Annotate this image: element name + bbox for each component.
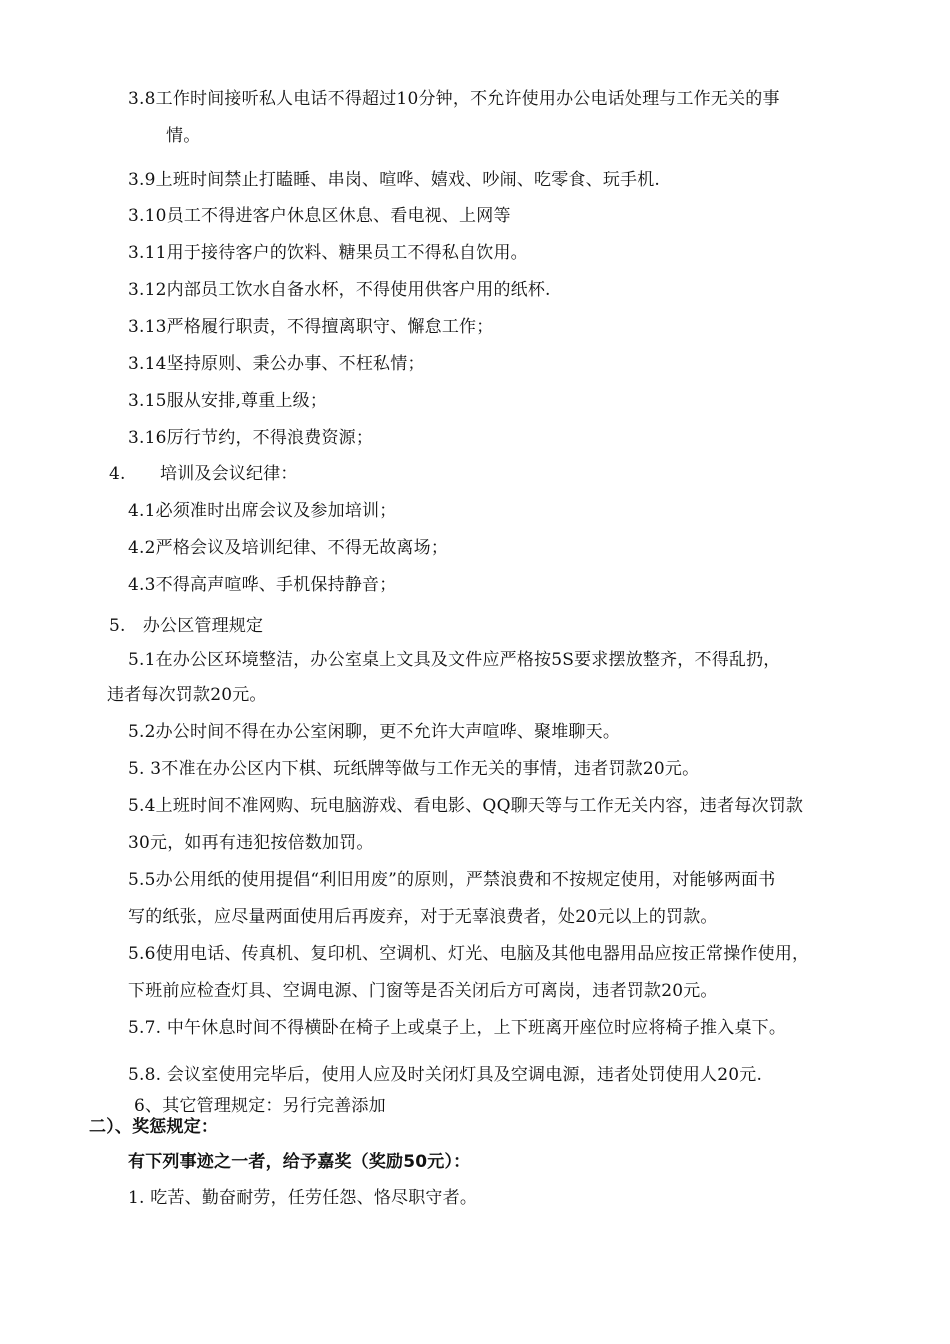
- rule-5-7: 5.7. 中午休息时间不得横卧在椅子上或桌子上，上下班离开座位时应将椅子推入桌下。: [128, 1018, 787, 1038]
- rule-4-1: 4.1必须准时出席会议及参加培训；: [128, 501, 397, 521]
- rule-4-2: 4.2严格会议及培训纪律、不得无故离场；: [128, 538, 449, 558]
- rule-3-8-line-1: 3.8工作时间接听私人电话不得超过10分钟，不允许使用办公电话处理与工作无关的事: [128, 89, 780, 109]
- rule-3-12: 3.12内部员工饮水自备水杯，不得使用供客户用的纸杯.: [128, 280, 551, 300]
- rule-3-10: 3.10员工不得进客户休息区休息、看电视、上网等: [128, 206, 511, 226]
- rewards-heading: 二）、奖惩规定：: [89, 1117, 219, 1137]
- rule-3-9: 3.9上班时间禁止打瞌睡、串岗、喧哗、嬉戏、吵闹、吃零食、玩手机.: [128, 170, 661, 190]
- rule-5-8: 5.8. 会议室使用完毕后，使用人应及时关闭灯具及空调电源，违者处罚使用人20元.: [128, 1065, 763, 1085]
- rule-3-8-line-2: 情。: [166, 126, 201, 146]
- rule-5-1-line-2: 违者每次罚款20元。: [107, 685, 267, 705]
- section-6-heading: 6、其它管理规定：另行完善添加: [134, 1096, 386, 1116]
- rule-5-6-line-1: 5.6使用电话、传真机、复印机、空调机、灯光、电脑及其他电器用品应按正常操作使用，: [128, 944, 810, 964]
- rule-3-13: 3.13严格履行职责，不得擅离职守、懈怠工作；: [128, 317, 494, 337]
- rule-5-4-line-1: 5.4上班时间不准网购、玩电脑游戏、看电影、QQ聊天等与工作无关内容，违者每次罚款: [128, 796, 804, 816]
- rule-5-1-line-1: 5.1在办公区环境整洁，办公室桌上文具及文件应严格按5S要求摆放整齐，不得乱扔，: [128, 650, 781, 670]
- rule-3-14: 3.14坚持原则、秉公办事、不枉私情；: [128, 354, 425, 374]
- section-4-heading: 4. 培训及会议纪律：: [109, 464, 298, 484]
- rule-5-5-line-2: 写的纸张，应尽量两面使用后再废弃，对于无辜浪费者，处20元以上的罚款。: [128, 907, 718, 927]
- rule-5-2: 5.2办公时间不得在办公室闲聊，更不允许大声喧哗、聚堆聊天。: [128, 722, 621, 742]
- rewards-intro: 有下列事迹之一者，给予嘉奖（奖励50元）：: [128, 1152, 471, 1172]
- rule-3-15: 3.15服从安排,尊重上级；: [128, 391, 328, 411]
- section-5-heading: 5. 办公区管理规定: [109, 616, 264, 636]
- rule-3-16: 3.16厉行节约，不得浪费资源；: [128, 428, 374, 448]
- rule-5-4-line-2: 30元，如再有违犯按倍数加罚。: [128, 833, 374, 853]
- rule-4-3: 4.3不得高声喧哗、手机保持静音；: [128, 575, 397, 595]
- rule-3-11: 3.11用于接待客户的饮料、糖果员工不得私自饮用。: [128, 243, 528, 263]
- rule-5-5-line-1: 5.5办公用纸的使用提倡“利旧用废”的原则，严禁浪费和不按规定使用，对能够两面书: [128, 870, 776, 890]
- reward-item-1: 1. 吃苦、勤奋耐劳，任劳任怨、恪尽职守者。: [128, 1188, 478, 1208]
- rule-5-6-line-2: 下班前应检查灯具、空调电源、门窗等是否关闭后方可离岗，违者罚款20元。: [128, 981, 718, 1001]
- rule-5-3: 5. 3不准在办公区内下棋、玩纸牌等做与工作无关的事情，违者罚款20元。: [128, 759, 700, 779]
